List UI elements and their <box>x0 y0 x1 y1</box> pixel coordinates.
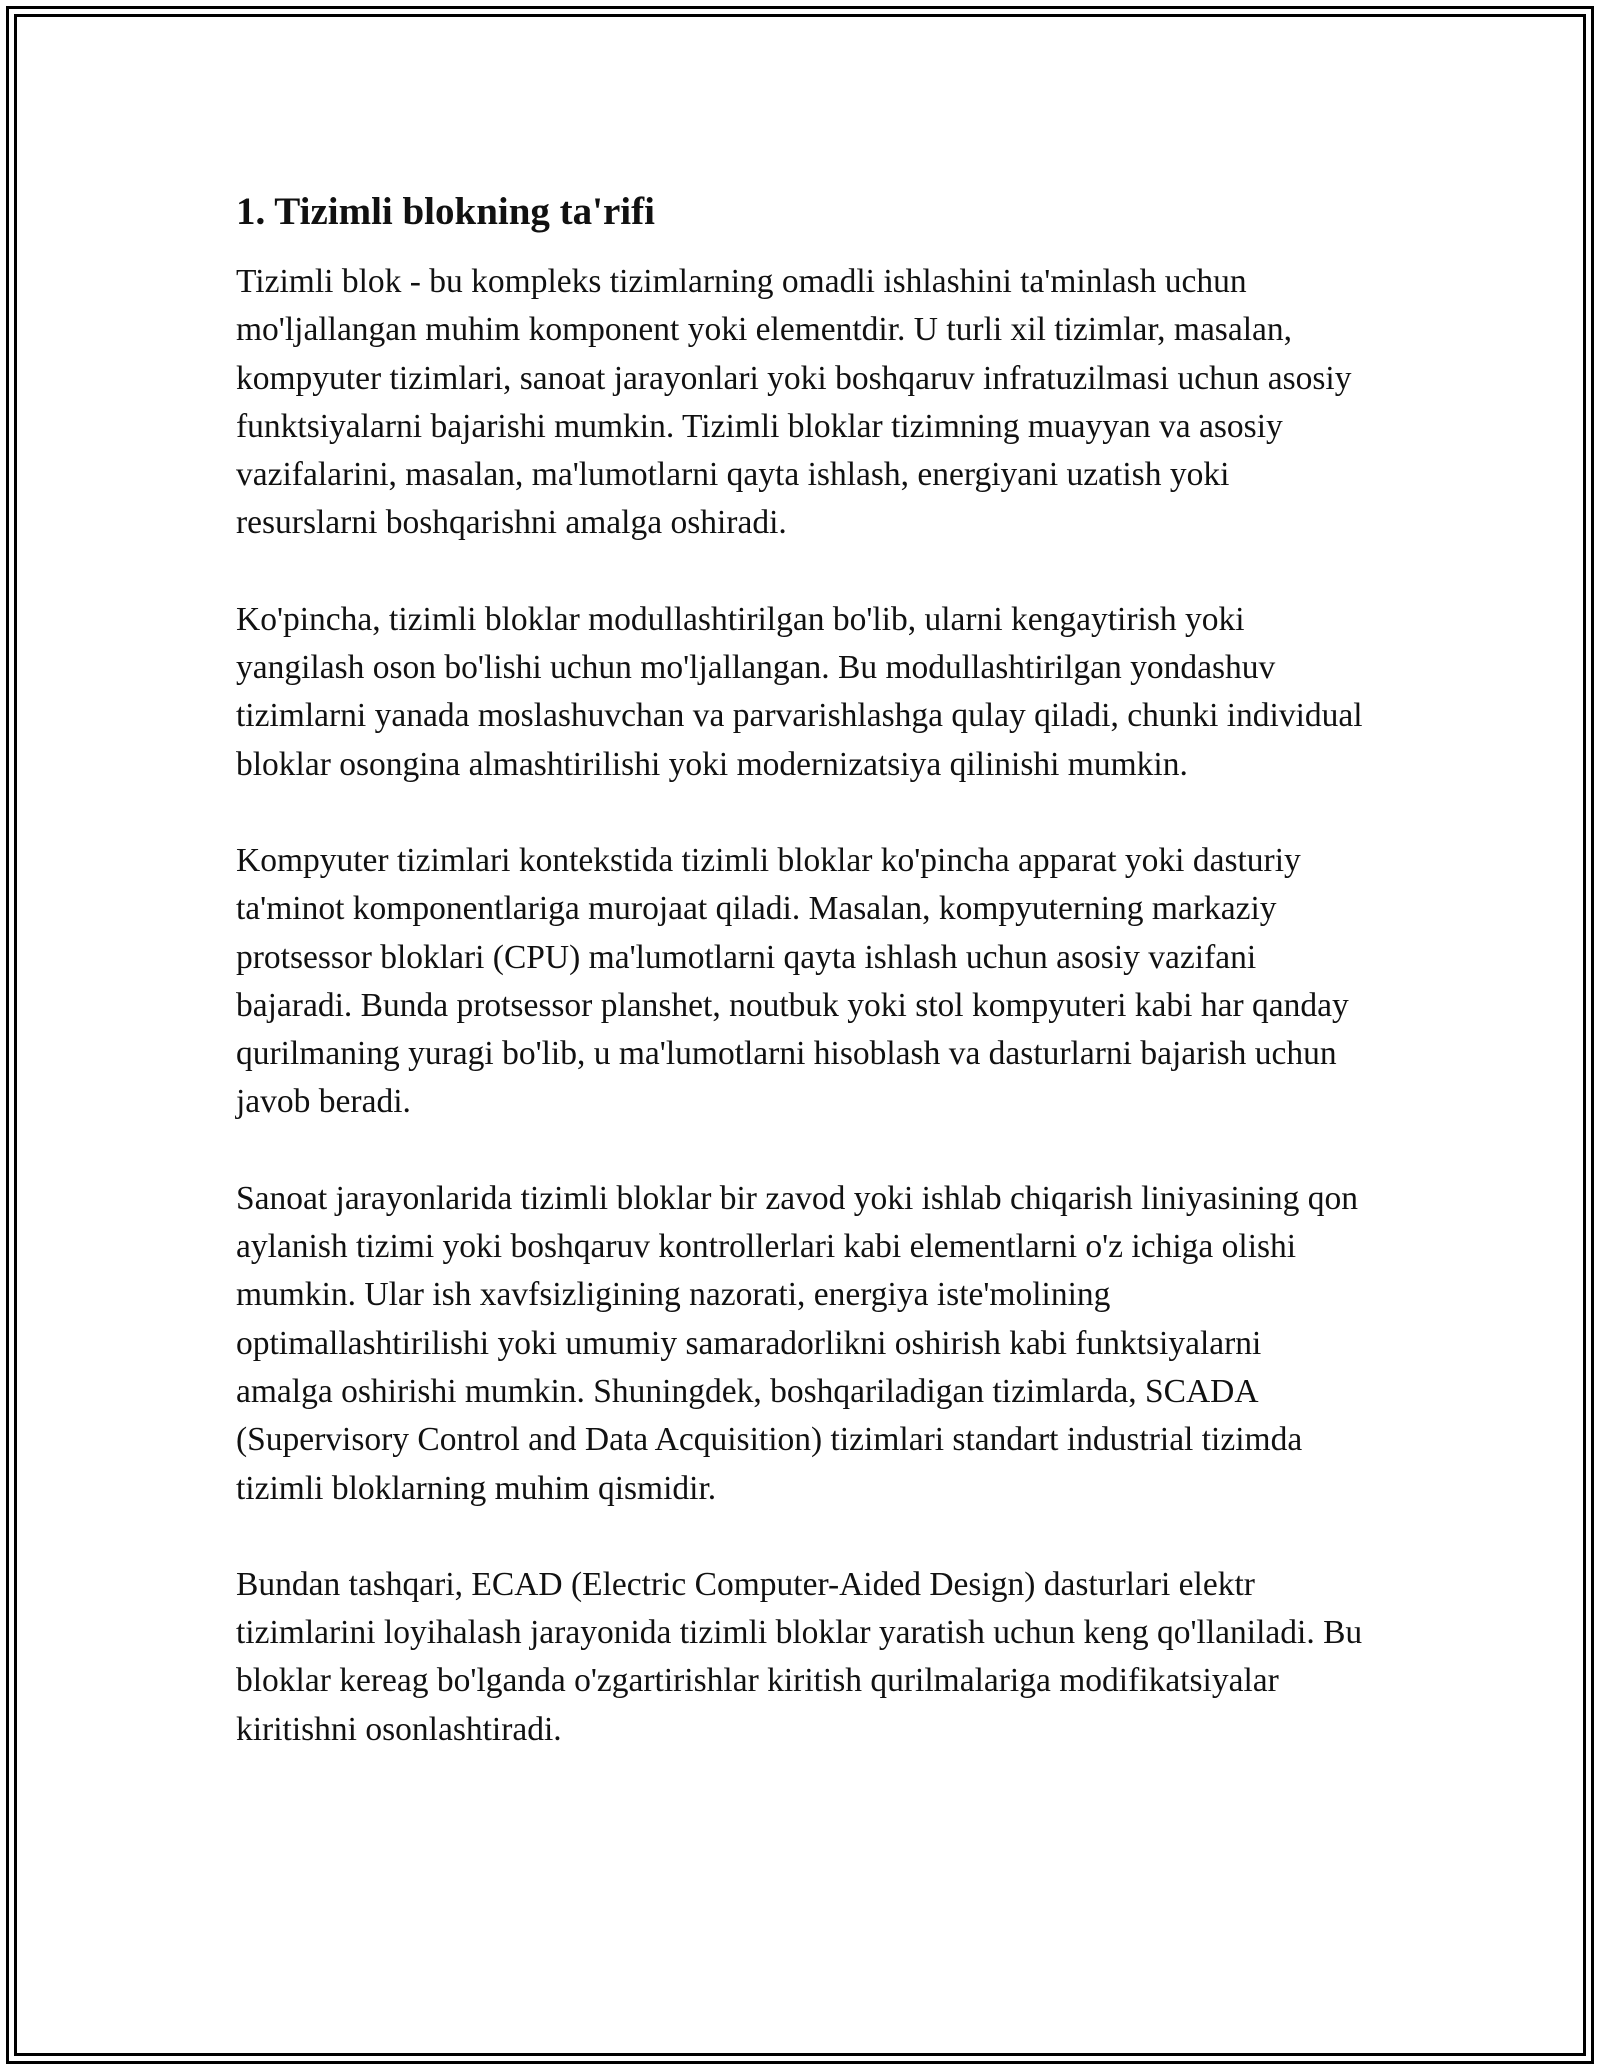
paragraph-modularity: Ko'pincha, tizimli bloklar modullashtirilgan bo'lib, ularni kengaytirish yoki yangilash oson bo'lishi uchun mo'ljallangan. Bu modullashtirilgan yondashuv tizimlarni yanada moslashuvchan va parvarishlashga qulay qiladi, chunki individual bloklar osongina almashtirilishi yoki modernizatsiya qilinishi mumkin. <box>236 600 1363 783</box>
document-body <box>236 184 1366 1802</box>
paragraph-computer-systems: Kompyuter tizimlari kontekstida tizimli bloklar ko'pincha apparat yoki dasturiy ta'minot komponentlariga murojaat qiladi. Masalan, kompyuterning markaziy protsessor bloklari (CPU) ma'lumotlarni qayta ishlash uchun asosiy vazifani bajaradi. Bunda protsessor planshet, noutbuk yoki stol kompyuteri kabi har qanday qurilmaning yuragi bo'lib, u ma'lumotlarni hisoblash va dasturlarni bajarish uchun javob beradi. <box>236 841 1349 1121</box>
paragraph-ecad: Bundan tashqari, ECAD (Electric Computer-Aided Design) dasturlari elektr tizimlarini loyihalash jarayonida tizimli bloklar yaratish uchun keng qo'llaniladi. Bu bloklar kereag bo'lganda o'zgartirishlar kiritish qurilmalariga modifikatsiyalar kiritishni osonlashtiradi. <box>236 1565 1363 1748</box>
section-heading: 1. Tizimli blokning ta'rifi <box>236 190 655 233</box>
paragraph-industrial-processes: Sanoat jarayonlarida tizimli bloklar bir zavod yoki ishlab chiqarish liniyasining qon aylanish tizimi yoki boshqaruv kontrollerlari kabi elementlarni o'z ichiga olishi mumkin. Ular ish xavfsizligining nazorati, energiya iste'molining optimallashtirilishi yoki umumiy samaradorlikni oshirish kabi funktsiyalarni amalga oshirishi mumkin. Shuningdek, boshqariladigan tizimlarda, SCADA (Supervisory Control and Data Acquisition) tizimlari standart industrial tizimda tizimli bloklarning muhim qismidir. <box>236 1179 1359 1507</box>
paragraph-definition: Tizimli blok - bu kompleks tizimlarning omadli ishlashini ta'minlash uchun mo'ljallangan muhim komponent yoki elementdir. U turli xil tizimlar, masalan, kompyuter tizimlari, sanoat jarayonlari yoki boshqaruv infratuzilmasi uchun asosiy funktsiyalarni bajarishi mumkin. Tizimli bloklar tizimning muayyan va asosiy vazifalarini, masalan, ma'lumotlarni qayta ishlash, energiyani uzatish yoki resurslarni boshqarishni amalga oshiradi. <box>236 263 1352 542</box>
